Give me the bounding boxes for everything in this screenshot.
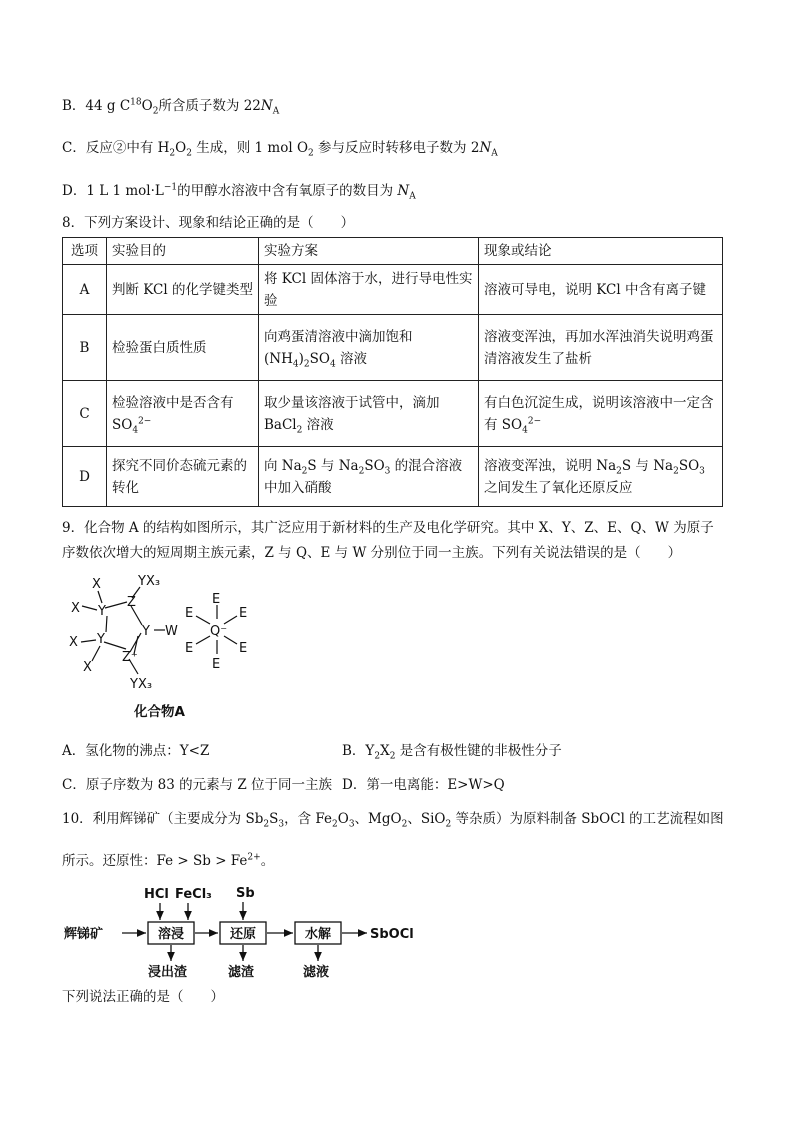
flow-step-leach: 溶浸 — [158, 927, 185, 942]
atom-y: Y — [98, 604, 106, 619]
q9-option-b: B．$Y_2X_2$ 是含有极性键的非极性分子 — [342, 743, 562, 762]
process-flow-diagram — [62, 880, 442, 980]
row-result: 溶液变浑浊，说明 $Na_2S$ 与 $Na_2SO_3$ 之间发生了氧化还原反应 — [479, 447, 723, 507]
flow-step-reduce: 还原 — [230, 927, 257, 942]
q10-question: 下列说法正确的是（ ） — [62, 989, 224, 1005]
atom-x: X — [71, 601, 80, 616]
flow-waste: 浸出渣 — [148, 965, 188, 980]
row-option: B — [63, 315, 107, 381]
row-option: D — [63, 447, 107, 507]
flow-reagent: Sb — [236, 886, 255, 901]
q7-option-c: C．反应②中有 $H_2O_2$ 生成，则 1 mol $O_2$ 参与反应时转移电子数为 $2N_A$ — [62, 140, 498, 159]
row-plan: 将 KCl 固体溶于水，进行导电性实验 — [259, 265, 479, 315]
row-option: A — [63, 265, 107, 315]
atom-x: X — [69, 635, 78, 650]
group-yx3: YX₃ — [138, 574, 161, 589]
atom-y: Y — [142, 624, 150, 639]
atom-e: E — [185, 606, 194, 621]
header-result: 现象或结论 — [479, 238, 723, 265]
flow-source: 辉锑矿 — [64, 927, 104, 942]
q10-stem-line2: 所示。还原性：$Fe > Sb > Fe^{2+}$。 — [62, 852, 275, 869]
flow-reagent: HCl — [144, 887, 169, 902]
atom-e: E — [212, 592, 221, 607]
q9-option-a: A．氢化物的沸点：Y<Z — [62, 743, 210, 759]
row-result: 溶液可导电，说明 KCl 中含有离子键 — [479, 265, 723, 315]
table-header-row — [63, 238, 723, 265]
flow-reagent: FeCl₃ — [175, 887, 212, 902]
group-yx3: YX₃ — [130, 677, 153, 692]
atom-z: Z — [127, 595, 136, 610]
atom-e: E — [185, 641, 194, 656]
atom-e: E — [239, 606, 248, 621]
q10-stem-line1: 10．利用辉锑矿（主要成分为 $Sb_2S_3$，含 $Fe_2O_3$、MgO$_2$、SiO$_2$ 等杂质）为原料制备 SbOCl 的工艺流程如图 — [62, 811, 724, 830]
row-purpose: 检验蛋白质性质 — [107, 315, 259, 381]
q9-stem-line2: 序数依次增大的短周期主族元素，Z 与 Q、E 与 W 分别位于同一主族。下列有关说法错误的是（ ） — [62, 545, 682, 561]
header-purpose: 实验目的 — [107, 238, 259, 265]
table-row — [63, 265, 723, 315]
flow-waste: 滤渣 — [228, 965, 255, 980]
table-row — [63, 447, 723, 507]
row-plan: 取少量该溶液于试管中，滴加 BaCl$_2$ 溶液 — [259, 381, 479, 447]
flow-waste: 滤液 — [303, 965, 330, 980]
table-row — [63, 315, 723, 381]
row-purpose: 探究不同价态硫元素的转化 — [107, 447, 259, 507]
atom-e: E — [212, 657, 221, 672]
q9-option-d: D．第一电离能：E>W>Q — [342, 777, 505, 793]
q7-option-b: B．44 g $C^{18}O_2$所含质子数为 $22N_A$ — [62, 97, 280, 117]
row-plan: 向 $Na_2S$ 与 $Na_2SO_3$ 的混合溶液中加入硝酸 — [259, 447, 479, 507]
row-purpose: 判断 KCl 的化学键类型 — [107, 265, 259, 315]
atom-x: X — [92, 577, 101, 592]
q9-stem-line1: 9．化合物 A 的结构如图所示，其广泛应用于新材料的生产及电化学研究。其中 X、Y、Z、E、Q、W 为原子 — [62, 520, 714, 536]
compound-a-structure — [62, 570, 282, 725]
row-result: 溶液变浑浊，再加水浑浊消失说明鸡蛋清溶液发生了盐析 — [479, 315, 723, 381]
atom-z-plus: Z⁺ — [122, 650, 138, 665]
flow-product: SbOCl — [370, 927, 414, 942]
atom-w: W — [165, 624, 178, 639]
q8-table — [62, 237, 723, 507]
q8-stem: 8．下列方案设计、现象和结论正确的是（ ） — [62, 215, 355, 231]
row-result: 有白色沉淀生成，说明该溶液中一定含 有 $SO_4^{2-}$ — [479, 381, 723, 447]
atom-x: X — [83, 660, 92, 675]
row-purpose: 检验溶液中是否含有 $SO_4^{2-}$ — [107, 381, 259, 447]
q9-option-c: C．原子序数为 83 的元素与 Z 位于同一主族 — [62, 777, 333, 793]
table-row — [63, 381, 723, 447]
atom-q-minus: Q⁻ — [210, 624, 228, 639]
atom-y: Y — [97, 632, 105, 647]
header-option: 选项 — [63, 238, 107, 265]
row-option: C — [63, 381, 107, 447]
header-plan: 实验方案 — [259, 238, 479, 265]
row-plan: 向鸡蛋清溶液中滴加饱和 $(NH_4)_2SO_4$ 溶液 — [259, 315, 479, 381]
q7-option-d: D．1 L 1 $mol\cdot L^{-1}$的甲醇水溶液中含有氧原子的数目为 $N_A$ — [62, 182, 416, 202]
flow-step-hydrolysis: 水解 — [305, 927, 332, 942]
atom-e: E — [239, 641, 248, 656]
figure-caption: 化合物A — [134, 704, 185, 720]
